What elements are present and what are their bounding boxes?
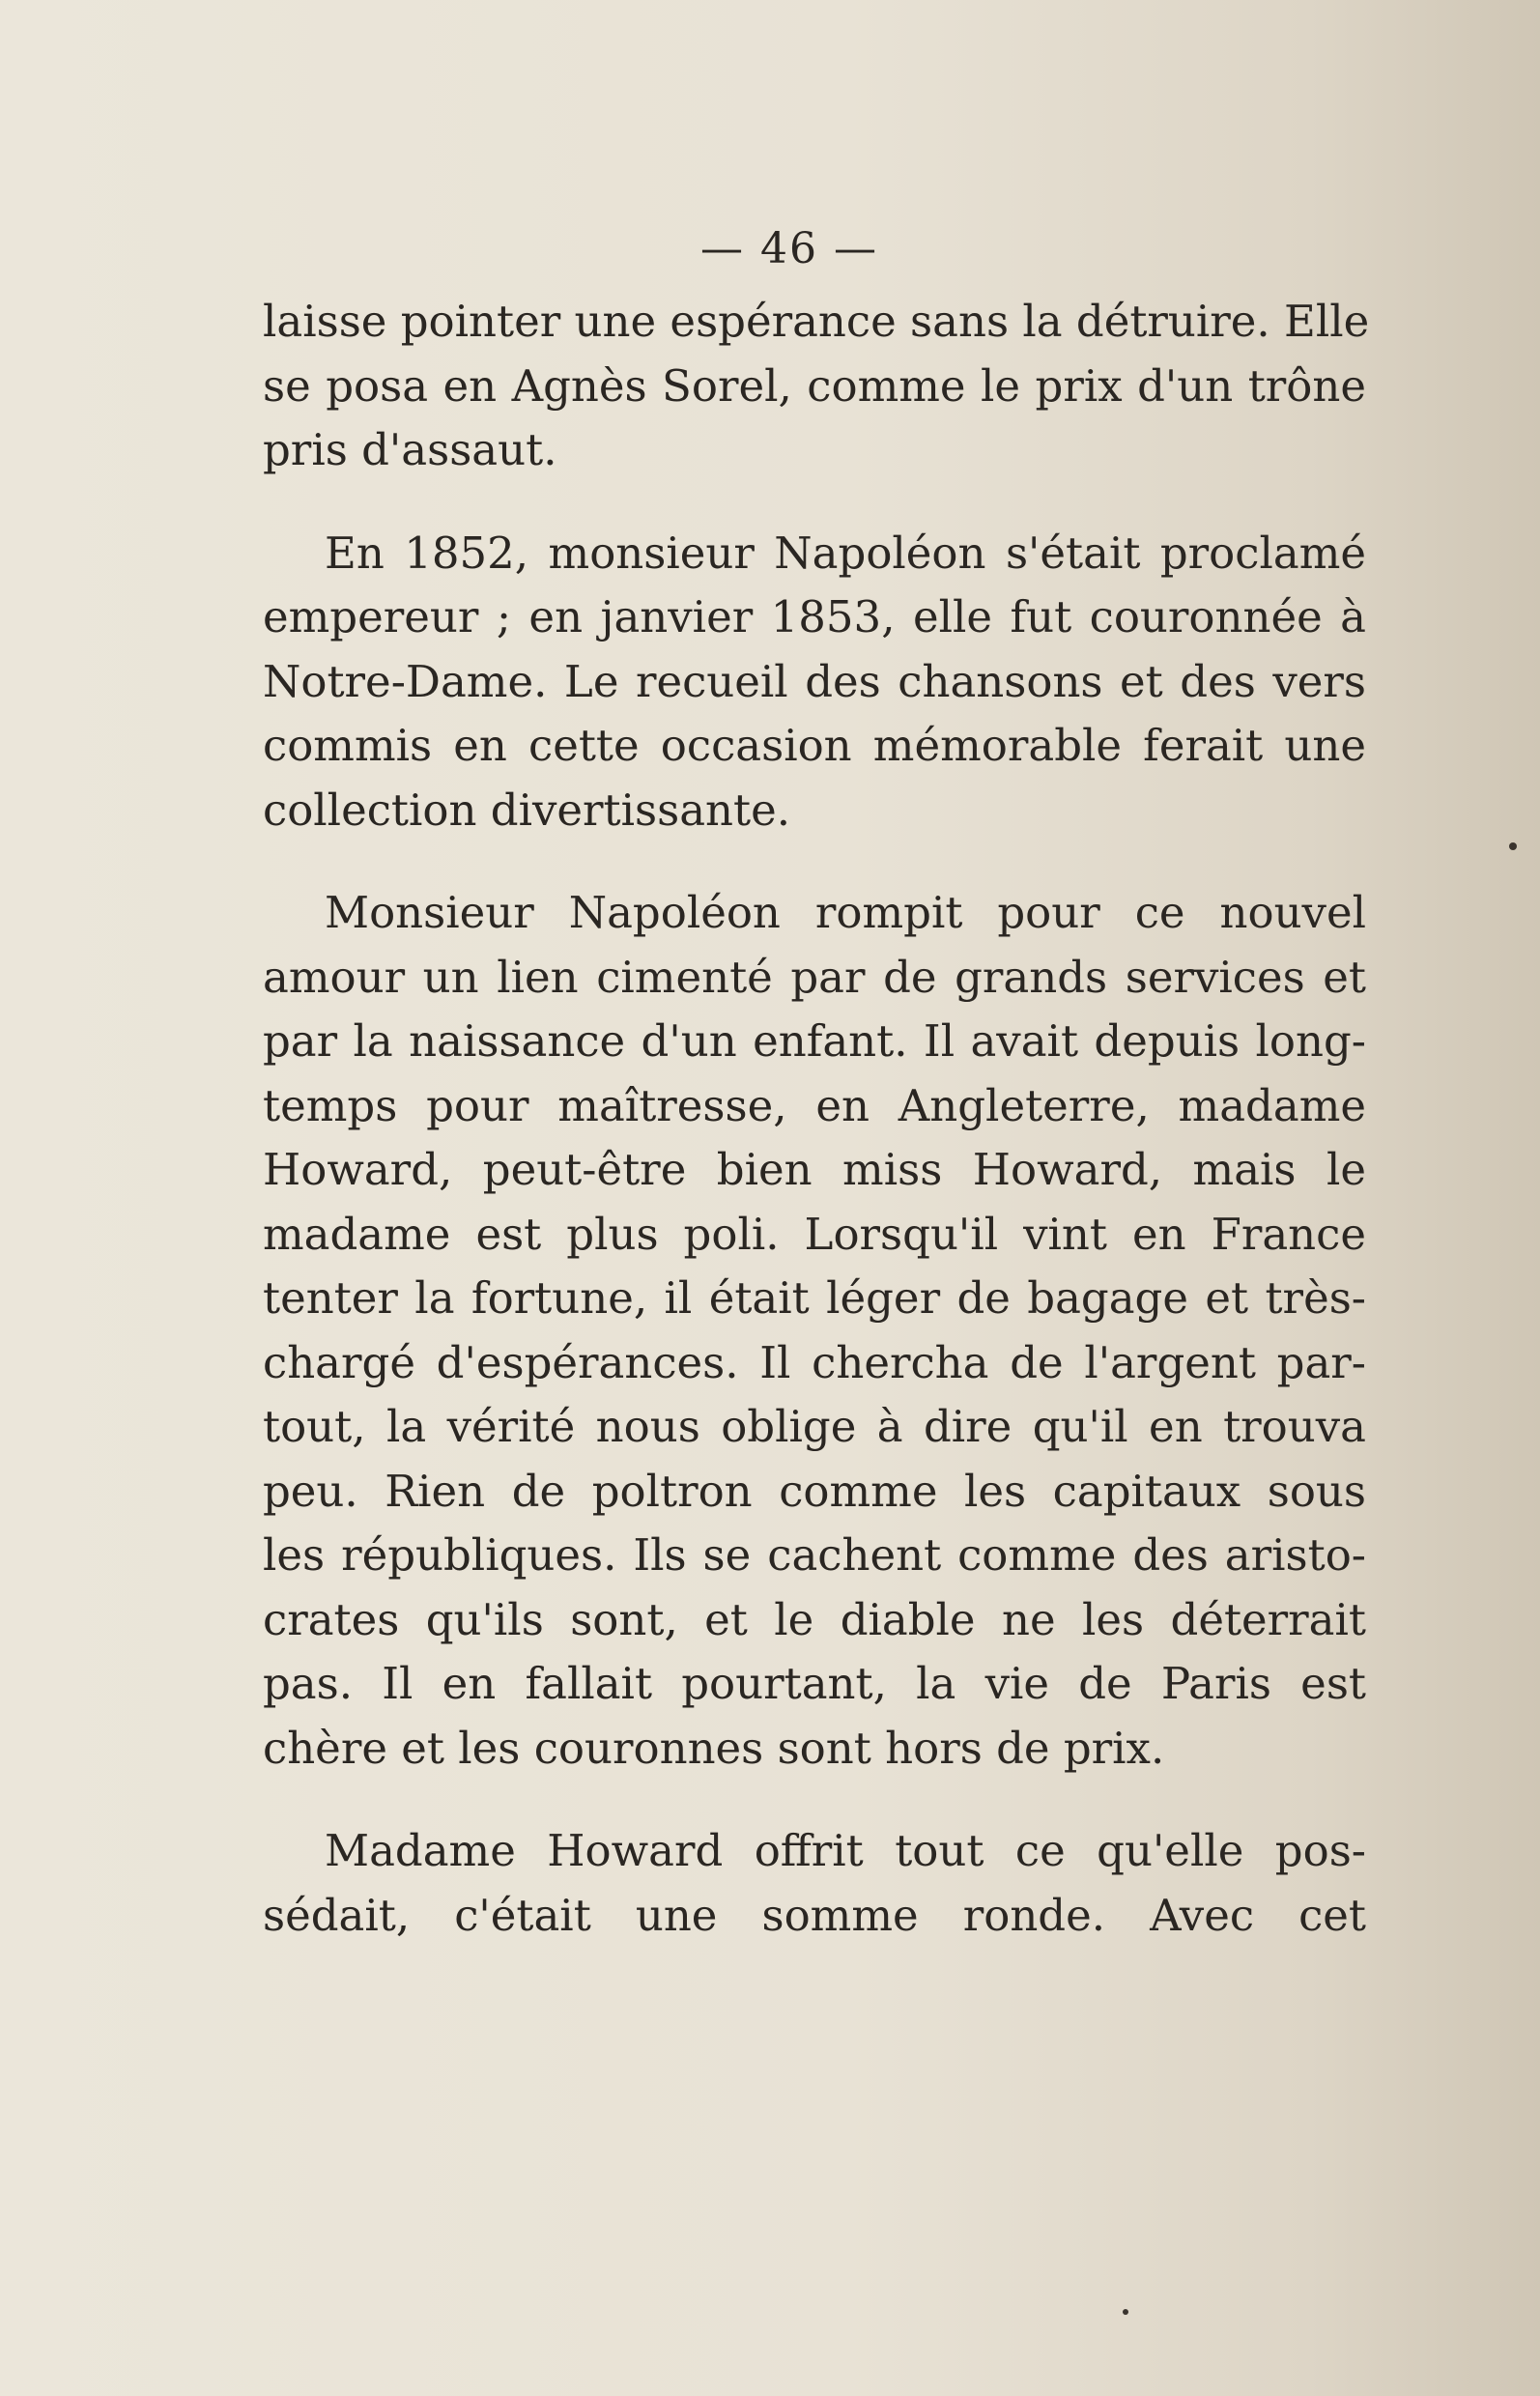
text-line: amour un lien cimenté par de grands services et — [263, 951, 1366, 1003]
text-line: les républiques. Ils se cachent comme des aristo- — [263, 1529, 1366, 1581]
text-line: pas. Il en fallait pourtant, la vie de Paris est — [263, 1658, 1366, 1709]
text-line: collection divertissante. — [263, 784, 791, 836]
text-line: commis en cette occasion mémorable ferait une — [263, 720, 1366, 771]
paragraph-3 — [263, 881, 1366, 1781]
text-line: laisse pointer une espérance sans la détruire. Elle — [263, 296, 1370, 347]
page-body — [263, 290, 1370, 1986]
text-line: Monsieur Napoléon rompit pour ce nouvel — [325, 887, 1366, 938]
text-line: se posa en Agnès Sorel, comme le prix d'un trône — [263, 359, 1366, 412]
paragraph-1 — [263, 290, 1370, 483]
text-line: par la naissance d'un enfant. Il avait depuis long- — [263, 1015, 1366, 1067]
ink-speck — [1123, 2309, 1128, 2315]
text-line: Notre-Dame. Le recueil des chansons et des vers — [263, 655, 1366, 707]
text-line: crates qu'ils sont, et le diable ne les déterrait — [263, 1593, 1366, 1645]
text-line: temps pour maîtresse, en Angleterre, madame — [263, 1079, 1366, 1131]
text-line: tenter la fortune, il était léger de bagage et très- — [263, 1272, 1366, 1324]
text-line: sédait, c'était une somme ronde. Avec cet — [263, 1889, 1366, 1941]
text-line: pris d'assaut. — [263, 424, 557, 475]
text-line: empereur ; en janvier 1853, elle fut couronnée à — [263, 591, 1366, 642]
text-line: chère et les couronnes sont hors de prix. — [263, 1722, 1165, 1774]
text-line: chargé d'espérances. Il chercha de l'argent par- — [263, 1336, 1366, 1388]
text-line: tout, la vérité nous oblige à dire qu'il en trouva — [263, 1401, 1366, 1452]
text-line: madame est plus poli. Lorsqu'il vint en France — [263, 1208, 1366, 1260]
text-line: Howard, peut-être bien miss Howard, mais le — [263, 1144, 1366, 1195]
paragraph-4 — [263, 1819, 1366, 1948]
text-line: peu. Rien de poltron comme les capitaux sous — [263, 1465, 1366, 1517]
ink-speck — [1509, 842, 1517, 850]
text-line: Madame Howard offrit tout ce qu'elle pos- — [325, 1825, 1366, 1876]
page-number: — 46 — — [700, 224, 878, 273]
paragraph-2 — [263, 522, 1366, 843]
text-line: En 1852, monsieur Napoléon s'était proclamé — [325, 527, 1366, 579]
